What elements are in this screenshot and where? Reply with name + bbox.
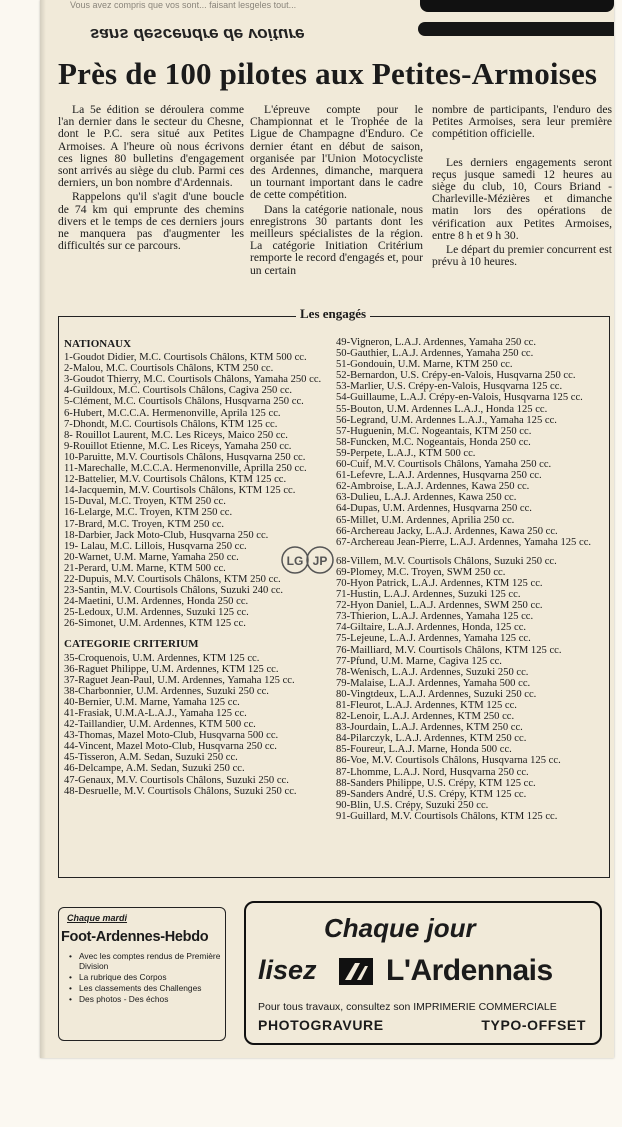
entry-line: 38-Charbonnier, U.M. Ardennes, Suzuki 250 cc.	[64, 685, 269, 697]
entry-line: 49-Vigneron, L.A.J. Ardennes, Yamaha 250 cc.	[336, 337, 537, 348]
entry-line: 42-Taillandier, U.M. Ardennes, KTM 500 cc.	[64, 719, 256, 731]
entry-line: 91-Guillard, M.V. Courtisols Châlons, KTM 125 cc.	[336, 810, 558, 822]
entry-line: 57-Huguenin, M.C. Nogeantais, KTM 250 cc.	[336, 425, 532, 437]
entry-line: 84-Pilarczyk, L.A.J. Ardennes, KTM 250 cc.	[336, 733, 527, 745]
entry-line: 8- Rouillot Laurent, M.C. Les Riceys, Maico 250 cc.	[64, 429, 288, 441]
entry-line: 18-Darbier, Jack Moto-Club, Husqvarna 250 cc.	[64, 529, 269, 541]
criterium-list-continued	[336, 337, 604, 548]
entry-line: 50-Gauthier, L.A.J. Ardennes, Yamaha 250 cc.	[336, 348, 534, 360]
entry-line: 23-Santin, M.V. Courtisols Châlons, Suzuki 240 cc.	[64, 585, 284, 597]
entry-line: 21-Perard, U.M. Marne, KTM 500 cc.	[64, 562, 226, 574]
entry-line: 77-Pfund, U.M. Marne, Cagiva 125 cc.	[336, 655, 502, 667]
entry-line: 65-Millet, U.M. Ardennes, Aprilia 250 cc.	[336, 514, 515, 526]
nationaux-list	[64, 352, 328, 629]
list-item: • Avec les comptes rendus de Première Division	[69, 951, 225, 971]
entry-line: 64-Dupas, U.M. Ardennes, Husqvarna 250 cc.	[336, 503, 532, 515]
paragraph: Les derniers engagements seront reçus jusque samedi 12 heures au siège du club, 10, Cours Briand - Charleville-Mézières et dimanche matin lors des opérations de vérification aux Petites Armoises, entre 8 h et 9 h 30.	[432, 155, 612, 242]
entry-line: 16-Lelarge, M.C. Troyen, KTM 250 cc.	[64, 507, 233, 519]
entry-line: 7-Dhondt, M.C. Courtisols Châlons, KTM 125 cc.	[64, 418, 278, 430]
engages-right-column	[336, 337, 604, 822]
entry-line: 81-Fleurot, L.A.J. Ardennes, KTM 125 cc.	[336, 700, 517, 711]
entry-line: 59-Perpete, L.A.J., KTM 500 cc.	[336, 447, 476, 459]
foot-ardennes-hebdo-ad	[58, 907, 226, 1041]
entry-line: 10-Paruitte, M.V. Courtisols Châlons, Husqvarna 250 cc.	[64, 451, 306, 463]
top-ghost-text: Vous avez compris que vos sont... faisant lesgeles tout...	[70, 0, 297, 10]
list-item: • Des photos - Des échos	[69, 994, 225, 1004]
entry-line: 53-Marlier, U.S. Crépy-en-Valois, Husqvarna 125 cc.	[336, 381, 563, 393]
entry-line: 11-Marechalle, M.C.C.A. Hermenonville, Aprilla 250 cc.	[64, 463, 307, 475]
paragraph: nombre de participants, l'enduro des Petites Armoises, sera leur première compétition officielle.	[432, 103, 612, 141]
entry-line: 44-Vincent, Mazel Moto-Club, Husqvarna 250 cc.	[64, 741, 277, 753]
article-column-2	[250, 104, 423, 279]
entry-line: 71-Hustin, L.A.J. Ardennes, Suzuki 125 cc.	[336, 589, 521, 601]
list-item: • Les classements des Challenges	[69, 983, 225, 993]
mirrored-black-bar	[418, 22, 614, 36]
ad-travaux: Pour tous travaux, consultez son IMPRIMERIE COMMERCIALE	[258, 1001, 557, 1013]
hebdo-bullets	[59, 951, 225, 1004]
entry-line: 45-Tisseron, A.M. Sedan, Suzuki 250 cc.	[64, 752, 238, 764]
entry-line: 17-Brard, M.C. Troyen, KTM 250 cc.	[64, 518, 225, 530]
entry-line: 47-Genaux, M.V. Courtisols Châlons, Suzuki 250 cc.	[64, 774, 289, 786]
entry-line: 72-Hyon Daniel, L.A.J. Ardennes, SWM 250 cc.	[336, 600, 543, 612]
entry-line: 66-Archereau Jacky, L.A.J. Ardennes, Kawa 250 cc.	[336, 525, 558, 537]
entry-line: 2-Malou, M.C. Courtisols Châlons, KTM 250 cc.	[64, 363, 274, 375]
entry-line: 22-Dupuis, M.V. Courtisols Châlons, KTM 250 cc.	[64, 573, 281, 585]
entry-line: 12-Battelier, M.V. Courtisols Châlons, KTM 125 cc.	[64, 474, 287, 486]
entry-line: 40-Bernier, U.M. Marne, Yamaha 125 cc.	[64, 696, 240, 708]
entry-line: 67-Archereau Jean-Pierre, L.A.J. Ardennes, Yamaha 125 cc.	[336, 536, 592, 548]
entry-line: 86-Voe, M.V. Courtisols Châlons, Husqvarna 125 cc.	[336, 755, 561, 767]
entry-line: 54-Guillaume, L.A.J. Crépy-en-Valois, Husqvarna 125 cc.	[336, 392, 583, 404]
entry-line: 43-Thomas, Mazel Moto-Club, Husqvarna 500 cc.	[64, 730, 279, 742]
entry-line: 26-Simonet, U.M. Ardennes, KTM 125 cc.	[64, 618, 246, 630]
criterium-list	[64, 653, 328, 797]
entry-line: 56-Legrand, U.M. Ardennes L.A.J., Yamaha 125 cc.	[336, 414, 557, 426]
entry-line: 15-Duval, M.C. Troyen, KTM 250 cc.	[64, 496, 226, 508]
newspaper-name: L'Ardennais	[386, 954, 553, 987]
entry-line: 6-Hubert, M.C.C.A. Hermenonville, Aprila 125 cc.	[64, 407, 281, 419]
entry-line: 48-Desruelle, M.V. Courtisols Châlons, Suzuki 250 cc.	[64, 785, 297, 797]
entry-line: 88-Sanders Philippe, U.S. Crépy, KTM 125 cc.	[336, 777, 536, 789]
criterium-list-continued-2	[336, 556, 604, 822]
entry-line: 76-Mailliard, M.V. Courtisols Châlons, KTM 125 cc.	[336, 644, 562, 656]
collector-stamp-icon	[280, 538, 338, 582]
entry-line: 74-Giltaire, L.A.J. Ardennes, Honda, 125 cc.	[336, 622, 527, 634]
entry-line: 24-Maetini, U.M. Ardennes, Honda 250 cc.	[64, 596, 249, 608]
entry-line: 63-Dulieu, L.A.J. Ardennes, Kawa 250 cc.	[336, 492, 517, 504]
entry-line: 4-Guildoux, M.C. Courtisols Châlons, Cagiva 250 cc.	[64, 385, 293, 397]
entry-line: 35-Croquenois, U.M. Ardennes, KTM 125 cc.	[64, 652, 260, 664]
entry-line: 90-Blin, U.S. Crépy, Suzuki 250 cc.	[336, 799, 489, 811]
hebdo-kicker: Chaque mardi	[67, 913, 128, 923]
entry-line: 62-Ambroise, L.A.J. Ardennes, Kawa 250 cc.	[336, 481, 530, 493]
criterium-heading: CATEGORIE CRITERIUM	[64, 638, 199, 651]
entry-line: 46-Delcampe, A.M. Sedan, Suzuki 250 cc.	[64, 763, 245, 775]
entry-line: 73-Thierion, L.A.J. Ardennes, Yamaha 125 cc.	[336, 611, 534, 623]
entry-line: 55-Bouton, U.M. Ardennes L.A.J., Honda 125 cc.	[336, 403, 548, 415]
clipping-edge-shadow	[40, 0, 46, 1058]
paragraph: Le départ du premier concurrent est prévu à 10 heures.	[432, 243, 612, 269]
entry-line: 70-Hyon Patrick, L.A.J. Ardennes, KTM 125 cc.	[336, 577, 543, 589]
ad-lisez: lisez	[258, 955, 317, 985]
entry-line: 60-Cuif, M.V. Courtisols Châlons, Yamaha 250 cc.	[336, 459, 552, 471]
ad-typo-offset: TYPO-OFFSET	[481, 1017, 586, 1033]
nationaux-heading: NATIONAUX	[64, 338, 132, 350]
article-column-3	[432, 104, 612, 270]
entry-line: 82-Lenoir, L.A.J. Ardennes, KTM 250 cc.	[336, 711, 515, 723]
entry-line: 68-Villem, M.V. Courtisols Châlons, Suzuki 250 cc.	[336, 555, 557, 567]
entry-line: 79-Malaise, L.A.J. Ardennes, Yamaha 500 cc.	[336, 677, 531, 689]
paragraph: L'épreuve compte pour le Championnat et le Trophée de la Ligue de Champagne d'Enduro. Ce dernier étant en début de saison, organisée par l'Union Motocycliste des Ardennes, dimanche, marquera un tournant important dans le cadre de cette compétition.	[250, 103, 423, 202]
lardennais-ad	[244, 901, 602, 1045]
entry-line: 5-Clément, M.C. Courtisols Châlons, Husqvarna 250 cc.	[64, 396, 304, 408]
entry-line: 25-Ledoux, U.M. Ardennes, Suzuki 125 cc.	[64, 607, 249, 619]
entry-line: 37-Raguet Jean-Paul, U.M. Ardennes, Yamaha 125 cc.	[64, 674, 295, 686]
entry-line: 75-Lejeune, L.A.J. Ardennes, Yamaha 125 cc.	[336, 633, 531, 645]
entry-line: 41-Frasiak, U.M.A-L.A.J., Yamaha 125 cc.	[64, 708, 247, 719]
entry-line: 14-Jacquemin, M.V. Courtisols Châlons, KTM 125 cc.	[64, 485, 296, 497]
svg-text:JP: JP	[312, 554, 328, 568]
entry-line: 87-Lhomme, L.A.J. Nord, Husqvarna 250 cc.	[336, 766, 529, 778]
paragraph: La 5e édition se déroulera comme l'an dernier dans le secteur du Chesne, dont le P.C. sera situé aux Petites Armoises. A l'heure où nous écrivons ces lignes 80 bulletins d'engagement sont arrivés au siège du club. Parmi ces derniers, un bon nombre d'Ardennais.	[58, 103, 244, 190]
entry-line: 1-Goudot Didier, M.C. Courtisols Châlons, KTM 500 cc.	[64, 352, 307, 364]
top-black-band	[420, 0, 614, 12]
article-title: Près de 100 pilotes aux Petites-Armoises	[58, 56, 598, 91]
entry-line: 52-Bernardon, U.S. Crépy-en-Valois, Husqvarna 250 cc.	[336, 370, 576, 382]
ad-headline: Chaque jour	[324, 913, 476, 943]
svg-text:LG: LG	[286, 554, 304, 568]
entry-line: 69-Plomey, M.C. Troyen, SWM 250 cc.	[336, 566, 506, 578]
entry-line: 85-Foureur, L.A.J. Marne, Honda 500 cc.	[336, 744, 512, 756]
hebdo-title: Foot-Ardennes-Hebdo	[61, 929, 209, 945]
entry-line: 3-Goudot Thierry, M.C. Courtisols Châlons, Yamaha 250 cc.	[64, 374, 322, 386]
lardennais-logo-icon	[339, 958, 373, 985]
paragraph: Dans la catégorie nationale, nous enregistrons 30 partants dont les meilleurs spécialistes de la région. La catégorie Initiation Critérium remporte le record d'engagés et, pour un certain	[250, 202, 423, 277]
entry-line: 80-Vingtdeux, L.A.J. Ardennes, Suzuki 250 cc.	[336, 688, 537, 700]
entry-line: 83-Jourdain, L.A.J. Ardennes, KTM 250 cc.	[336, 722, 523, 734]
ad-photogravure: PHOTOGRAVURE	[258, 1017, 384, 1033]
article-column-1	[58, 104, 244, 254]
mirrored-heading: sans descendre de voiture	[90, 25, 305, 44]
entry-line: 19- Lalau, M.C. Lillois, Husqvarna 250 cc.	[64, 540, 247, 552]
list-item: • La rubrique des Corpos	[69, 972, 225, 982]
entry-line: 9-Rouillot Etienne, M.C. Les Riceys, Yamaha 250 cc.	[64, 440, 292, 452]
entry-line: 51-Gondouin, U.M. Marne, KTM 250 cc.	[336, 359, 513, 371]
entry-line: 61-Lefevre, L.A.J. Ardennes, Husqvarna 250 cc.	[336, 470, 542, 482]
paragraph: Rappelons qu'il s'agit d'une boucle de 74 km qui emprunte des chemins divers et le temps de ces derniers jours ne manquera pas d'augmenter les difficultés sur ce parcours.	[58, 190, 244, 253]
entry-line: 36-Raguet Philippe, U.M. Ardennes, KTM 125 cc.	[64, 663, 279, 675]
entry-line: 20-Warnet, U.M. Marne, Yamaha 250 cc.	[64, 551, 239, 563]
engages-title: Les engagés	[296, 306, 370, 322]
entry-line: 58-Funcken, M.C. Nogeantais, Honda 250 cc.	[336, 436, 531, 448]
entry-line: 78-Wenisch, L.A.J. Ardennes, Suzuki 250 cc.	[336, 666, 529, 678]
entry-line: 89-Sanders André, U.S. Crépy, KTM 125 cc.	[336, 788, 527, 800]
